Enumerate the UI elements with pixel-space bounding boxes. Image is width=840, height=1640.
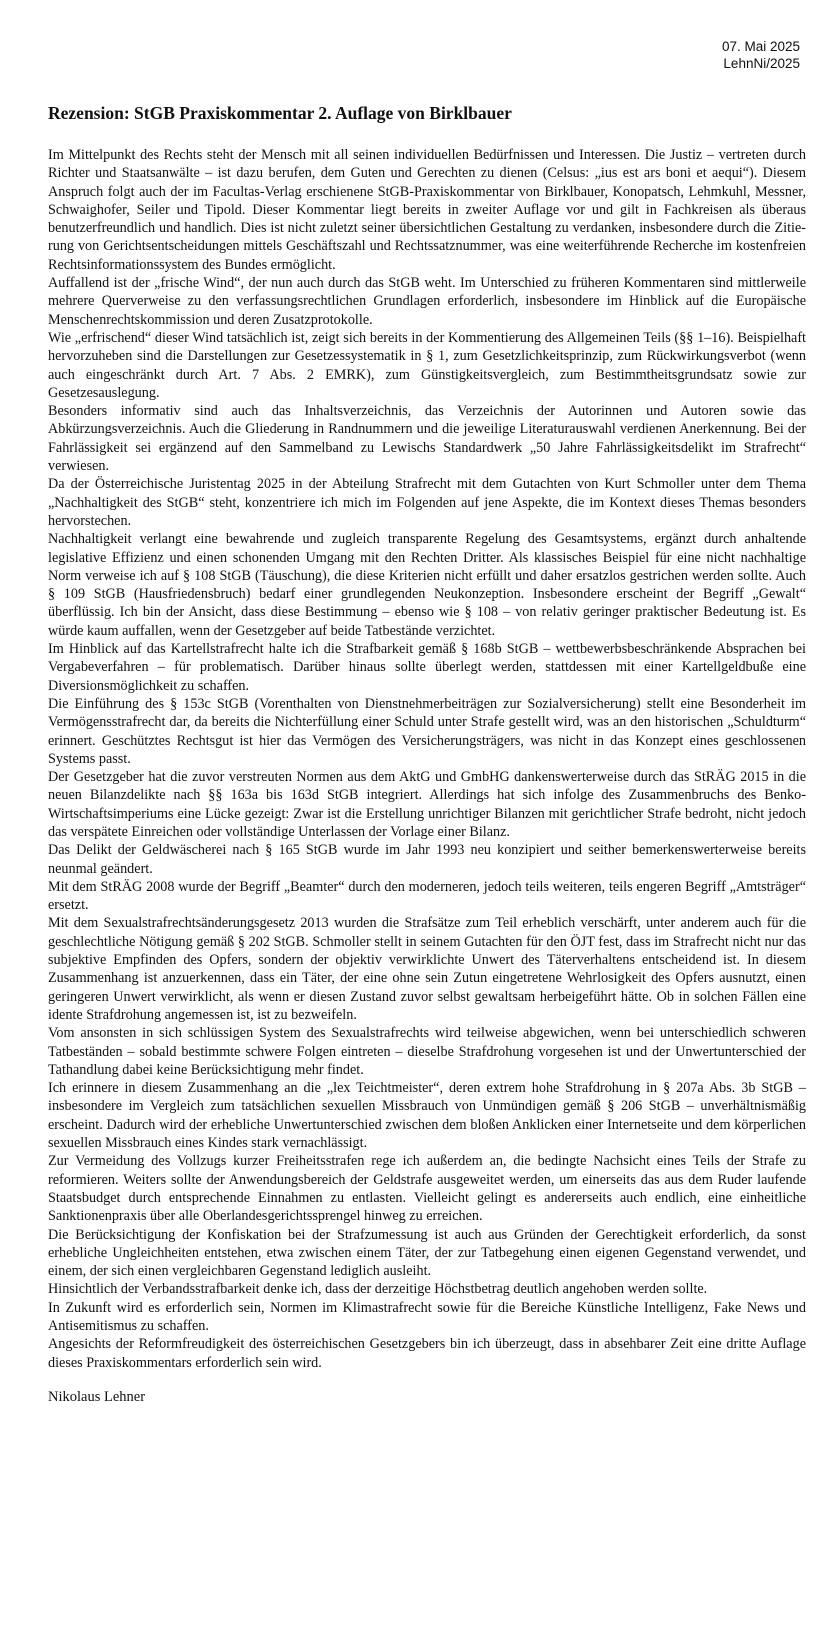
paragraph: Angesichts der Reformfreudigkeit des österreichischen Gesetzgebers bin ich überzeugt, dass in absehbarer Zeit eine dritte Auflage dieses Praxiskommentars erforderlich sein wird. [48,1336,806,1371]
paragraph: Die Einführung des § 153c StGB (Vorenthalten von Dienstnehmerbeiträgen zur Sozialversicherung) stellt eine Besonderheit im Vermögensstrafrecht dar, da bereits die Nichterfüllung einer Schuld unter Strafe gestellt wird, was an den historischen „Schuldturm“ erinnert. Geschütztes Rechtsgut ist hier das Vermögen des Versicherungsträgers, was nicht in das Konzept eines geschlossenen Systems passt. [48,695,806,767]
author-signature: Nikolaus Lehner [48,1388,146,1405]
paragraph: Besonders informativ sind auch das Inhaltsverzeichnis, das Verzeichnis der Autorinnen und Autoren sowie das Abkürzungsverzeichnis. Auch die Gliederung in Randnummern und die jeweilige Literaturauswahl verdienen Anerkennung. Bei der Fahrlässigkeit sei ergänzend auf den Sammelband zu Lewischs Standardwerk „50 Jahre Fahrlässigkeitsdelikt im Strafrecht“ verwiesen. [48,403,806,475]
paragraph: Mit dem StRÄG 2008 wurde der Begriff „Beamter“ durch den moderneren, jedoch teils weiteren, teils engeren Begriff „Amtsträger“ ersetzt. [48,878,806,914]
paragraph: Da der Österreichische Juristentag 2025 in der Abteilung Strafrecht mit dem Gutachten von Kurt Schmoller unter dem Thema „Nachhaltigkeit des StGB“ steht, konzentriere ich mich im Folgenden auf jene Aspekte, die im Kontext dieses Themas besonders hervorstechen. [48,476,806,529]
review-text [48,146,806,1372]
paragraph: Wie „erfrischend“ dieser Wind tatsächlich ist, zeigt sich bereits in der Kommentierung des Allgemeinen Teils (§§ 1–16). Beispielhaft hervorzuheben sind die Darstellungen zur Gesetzessystematik in § 1, zum Gesetzlichkeitsprinzip, zum Rückwirkungsverbot (wenn auch eingeschränkt durch Art. 7 Abs. 2 EMRK), zum Günstigkeitsvergleich, zum Bestimmtheitsgrundsatz sowie zur Gesetzesauslegung. [48,329,806,401]
paragraph: Auffallend ist der „frische Wind“, der nun auch durch das StGB weht. Im Unterschied zu früheren Kommentaren sind mittlerweile mehrere Querverweise zu den verfassungsrechtlichen Grundlagen erforderlich, insbesondere im Hinblick auf die Europäische Menschenrechtskommission und deren Zusatzprotokolle. [48,275,806,328]
paragraph: Die Berücksichtigung der Konfiskation bei der Strafzumessung ist auch aus Gründen der Gerechtigkeit erforderlich, da sonst erhebliche Ungleichheiten entstehen, etwa zwischen einem Täter, der zur Tatbegehung einen eigenen Gegenstand verwendet, und einem, der sich einen vergleichbaren Gegenstand lediglich ausleiht. [48,1226,806,1280]
document-reference: LehnNi/2025 [723,56,800,71]
paragraph: Im Mittelpunkt des Rechts steht der Mensch mit all seinen individuellen Bedürfnissen und Interessen. Die Justiz – vertreten durch Richter und Staatsanwälte – ist dazu berufen, dem Guten und Gerechten zu dienen (Celsus: „ius est ars boni et aequi“). Diesem Anspruch folgt auch der im Facultas-Verlag erschienene StGB-Praxiskommentar von Birklbauer, Konopatsch, Lehmkuhl, Messner, Schwaighofer, Seiler und Tipold. Dieser Kommentar liegt bereits in zweiter Auflage vor und gilt in Fachkreisen als überaus benutzerfreundlich und handlich. Dies ist nicht zuletzt seiner übersichtlichen Gestaltung zu verdanken, insbesondere durch die Zitierung von Gerichtsentscheidungen mittels Geschäftszahl und Rechtssatznummer, was eine weiterführende Recherche im kostenfreien Rechtsinformationssystem des Bundes ermöglicht. [48,147,806,273]
paragraph: Nachhaltigkeit verlangt eine bewahrende und zugleich transparente Regelung des Gesamtsystems, ergänzt durch anhaltende legislative Effizienz und einen schonenden Umgang mit den Rechten Dritter. Als klassisches Beispiel für eine nicht nachhaltige Norm verweise ich auf § 108 StGB (Täuschung), die diese Kriterien nicht erfüllt und daher ersatzlos gestrichen werden sollte. Auch § 109 StGB (Hausfriedensbruch) bedarf einer grundlegenden Neukonzeption. Insbesondere erscheint der Begriff „Gewalt“ überflüssig. Ich bin der Ansicht, dass diese Bestimmung – ebenso wie § 108 – von relativ geringer praktischer Bedeutung ist. Es würde kaum auffallen, wenn der Gesetzgeber auf beide Tatbestände verzichtet. [48,531,806,639]
document-body [48,102,806,1406]
paragraph: Das Delikt der Geldwäscherei nach § 165 StGB wurde im Jahr 1993 neu konzipiert und seither bemerkenswerterweise bereits neunmal geändert. [48,842,806,877]
paragraph: Vom ansonsten in sich schlüssigen System des Sexualstrafrechts wird teilweise abgewichen, wenn bei unterschiedlich schweren Tatbeständen – sobald bestimmte schwere Folgen eintreten – dieselbe Strafdrohung vorgesehen ist und der Unwertunterschied der Tathandlung dabei keine Berücksichtigung mehr findet. [48,1025,806,1078]
paragraph: In Zukunft wird es erforderlich sein, Normen im Klimastrafrecht sowie für die Bereiche Künstliche Intelligenz, Fake News und Antisemitismus zu schaffen. [48,1299,806,1334]
document-date: 07. Mai 2025 [721,39,800,54]
paragraph: Hinsichtlich der Verbandsstrafbarkeit denke ich, dass der derzeitige Höchstbetrag deutlich angehoben werden sollte. [48,1281,708,1298]
paragraph: Mit dem Sexualstrafrechtsänderungsgesetz 2013 wurden die Strafsätze zum Teil erheblich verschärft, unter anderem auch für die geschlechtliche Nötigung gemäß § 202 StGB. Schmoller stellt in seinem Gutachten für den ÖJT fest, dass im Strafrecht nicht nur das subjektive Empfinden des Opfers, sondern der objektiv verwirklichte Unwert des Täterverhaltens entscheidend ist. In diesem Zusammenhang ist anzuerkennen, dass ein Täter, der eine ohne sein Zutun eingetretene Wehrlosigkeit des Opfers ausnutzt, einen geringeren Unwert verwirklicht, als wenn er diesen Zustand zuvor selbst gewaltsam herbeigeführt hätte. Ob in solchen Fällen eine idente Strafdrohung angemessen ist, ist zu bezweifeln. [48,915,806,1023]
paragraph: Zur Vermeidung des Vollzugs kurzer Freiheitsstrafen rege ich außerdem an, die bedingte Nachsicht eines Teils der Strafe zu reformieren. Weiters sollte der Anwendungsbereich der Geldstrafe ausgeweitet werden, um einerseits das aus dem Ruder laufende Staatsbudget durch entsprechende Einnahmen zu entlasten. Vielleicht gelingt es andererseits auch endlich, eine einheitliche Sanktionenpraxis über alle Oberlandesgerichtssprengel hinweg zu erreichen. [48,1153,806,1225]
paragraph: Ich erinnere in diesem Zusammenhang an die „lex Teichtmeister“, deren extrem hohe Strafdrohung in § 207a Abs. 3b StGB – insbesondere im Vergleich zum tatsächlichen sexuellen Missbrauch von Unmündigen gemäß § 206 StGB – unverhältnismäßig erscheint. Dadurch wird der erhebliche Unwertunterschied zwischen dem bloßen Anklicken einer Internetseite und dem körperlichen sexuellen Missbrauch eines Kindes stark vernachlässigt. [48,1080,806,1152]
document-meta [722,38,800,72]
page-title: Rezension: StGB Praxiskommentar 2. Auflage von Birklbauer [48,103,512,123]
paragraph: Im Hinblick auf das Kartellstrafrecht halte ich die Strafbarkeit gemäß § 168b StGB – wettbewerbsbeschränkende Absprachen bei Vergabeverfahren – für problematisch. Darüber hinaus sollte überlegt werden, stattdessen mit einer Kartellgeldbuße eine Diversionsmöglichkeit zu schaffen. [48,641,806,694]
paragraph: Der Gesetzgeber hat die zuvor verstreuten Normen aus dem AktG und GmbHG dankenswerterweise durch das StRÄG 2015 in die neuen Bilanzdelikte nach §§ 163a bis 163d StGB integriert. Allerdings hat sich infolge des Zusammenbruchs des Benko-Wirtschaftsimperiums eine Lücke gezeigt: Zwar ist die Erstellung unrichtiger Bilanzen mit gerichtlicher Strafe bedroht, nicht jedoch das verspätete Einreichen oder vollständige Unterlassen der Vorlage einer Bilanz. [48,769,806,840]
